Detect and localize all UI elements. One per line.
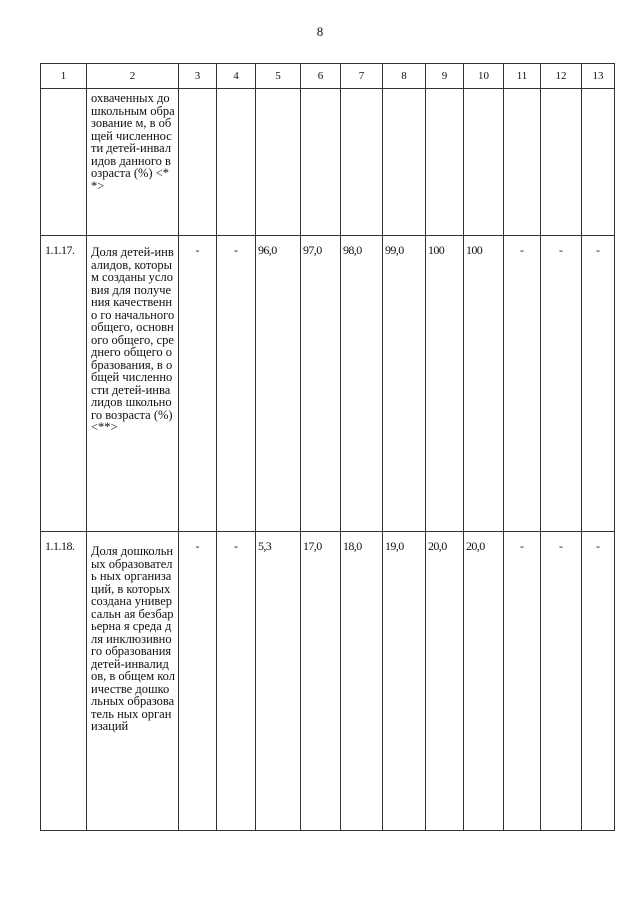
value-cell: 100	[464, 236, 504, 532]
header-cell: 10	[464, 64, 504, 89]
value-cell: 96,0	[256, 236, 301, 532]
value-cell: 19,0	[383, 532, 426, 831]
value-cell: 20,0	[426, 532, 464, 831]
header-cell: 1	[41, 64, 87, 89]
value-cell: -	[179, 236, 217, 532]
header-cell: 11	[504, 64, 541, 89]
value-cell	[217, 89, 256, 236]
header-cell: 13	[582, 64, 615, 89]
value-cell: -	[582, 532, 615, 831]
value-cell	[341, 89, 383, 236]
value-cell	[383, 89, 426, 236]
header-cell: 12	[541, 64, 582, 89]
value-cell	[541, 89, 582, 236]
value-cell	[504, 89, 541, 236]
value-cell: 100	[426, 236, 464, 532]
value-cell: -	[541, 532, 582, 831]
indicator-name: охваченных дошкольным образование м, в общей численности детей-инвалидов данного возраста (%) <**>	[87, 89, 179, 236]
indicator-name: Доля детей-инвалидов, которым созданы условия для получения качественно го начального общего, основного общего, среднего общего образования, в общей численности детей-инвалидов школьного возраста (%) <**>	[87, 236, 179, 532]
value-cell: -	[504, 532, 541, 831]
value-cell: 17,0	[301, 532, 341, 831]
value-cell: -	[217, 532, 256, 831]
indicators-table	[40, 63, 615, 831]
row-number: 1.1.17.	[41, 236, 87, 532]
header-cell: 6	[301, 64, 341, 89]
header-cell: 7	[341, 64, 383, 89]
header-cell: 5	[256, 64, 301, 89]
header-cell: 3	[179, 64, 217, 89]
value-cell	[301, 89, 341, 236]
value-cell	[464, 89, 504, 236]
value-cell	[582, 89, 615, 236]
value-cell: 97,0	[301, 236, 341, 532]
value-cell: 99,0	[383, 236, 426, 532]
indicator-name: Доля дошкольных образователь ных организаций, в которых создана универсальн ая безбарьерна я среда для инклюзивно го образования детей-инвалидов, в общем количестве дошкольных образователь ных организаций	[87, 532, 179, 831]
table-row	[41, 532, 615, 831]
row-number	[41, 89, 87, 236]
header-cell: 8	[383, 64, 426, 89]
value-cell: 98,0	[341, 236, 383, 532]
value-cell	[426, 89, 464, 236]
header-cell: 9	[426, 64, 464, 89]
value-cell: -	[504, 236, 541, 532]
value-cell: 18,0	[341, 532, 383, 831]
page-number: 8	[316, 24, 324, 39]
value-cell: -	[217, 236, 256, 532]
value-cell: 5,3	[256, 532, 301, 831]
value-cell: -	[179, 532, 217, 831]
header-cell: 2	[87, 64, 179, 89]
value-cell	[256, 89, 301, 236]
table-row	[41, 89, 615, 236]
table-row	[41, 236, 615, 532]
table-header-row	[41, 64, 615, 89]
value-cell: 20,0	[464, 532, 504, 831]
value-cell	[179, 89, 217, 236]
value-cell: -	[541, 236, 582, 532]
row-number: 1.1.18.	[41, 532, 87, 831]
header-cell: 4	[217, 64, 256, 89]
value-cell: -	[582, 236, 615, 532]
